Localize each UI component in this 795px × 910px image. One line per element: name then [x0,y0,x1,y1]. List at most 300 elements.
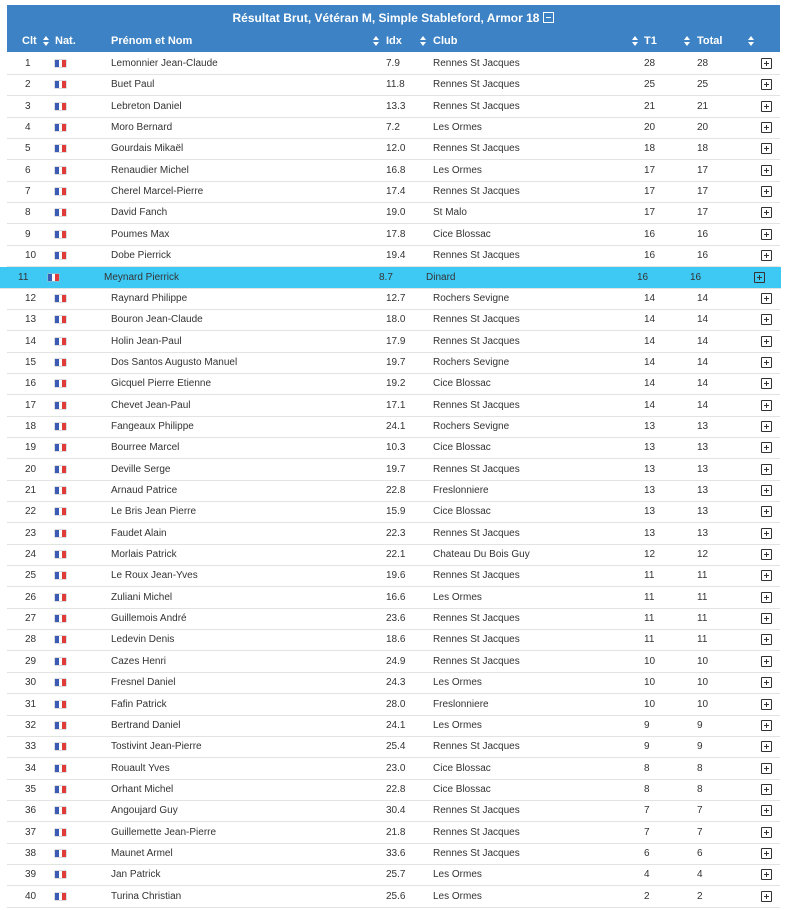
club-cell: Dinard [426,271,456,283]
t1-score-cell: 11 [644,634,655,646]
table-row[interactable] [7,459,780,481]
plus-square-icon[interactable] [761,314,772,325]
table-row[interactable] [7,74,780,96]
club-cell: Les Ormes [433,677,482,689]
player-name-cell: Renaudier Michel [111,164,189,176]
total-score-cell: 16 [690,271,702,283]
t1-score-cell: 16 [644,228,656,240]
france-flag-icon [55,871,66,878]
club-cell: Cice Blossac [433,762,491,774]
club-cell: Les Ormes [433,122,482,134]
france-flag-icon [55,786,66,793]
france-flag-icon [55,658,66,665]
index-cell: 25.4 [386,741,406,753]
table-row[interactable] [7,886,780,908]
rank-cell: 1 [25,58,31,69]
club-cell: Rennes St Jacques [433,805,520,817]
rank-cell: 33 [25,741,37,753]
france-flag-icon [55,594,66,601]
plus-square-icon[interactable] [761,827,772,838]
sort-total-icon[interactable] [748,36,754,46]
total-score-cell: 11 [697,634,708,646]
player-name-cell: Dobe Pierrick [111,250,172,262]
index-cell: 19.2 [386,378,406,390]
player-name-cell: Le Roux Jean-Yves [111,570,198,582]
rank-cell: 11 [18,271,29,283]
t1-score-cell: 4 [644,869,650,881]
rank-cell: 25 [25,570,37,582]
index-cell: 19.4 [386,250,406,262]
player-name-cell: Bouron Jean-Claude [111,314,203,326]
plus-square-icon[interactable] [761,165,772,176]
player-name-cell: Tostivint Jean-Pierre [111,741,202,753]
player-name-cell: Gourdais Mikaël [111,143,184,155]
plus-square-icon[interactable] [761,656,772,667]
player-name-cell: Turina Christian [111,890,182,902]
rank-cell: 32 [25,719,37,731]
index-cell: 15.9 [386,506,406,518]
index-cell: 25.6 [386,890,406,902]
france-flag-icon [55,722,66,729]
club-cell: Rennes St Jacques [433,143,520,155]
table-row[interactable] [7,437,780,459]
header-nat: Nat. [55,35,76,47]
index-cell: 22.3 [386,527,406,539]
player-name-cell: Orhant Michel [111,783,174,795]
table-row[interactable] [7,715,780,737]
table-row[interactable] [7,758,780,780]
club-cell: Rennes St Jacques [433,655,520,667]
index-cell: 25.7 [386,869,406,881]
france-flag-icon [55,338,66,345]
plus-square-icon[interactable] [761,122,772,133]
plus-square-icon[interactable] [761,699,772,710]
rank-cell: 22 [25,506,37,518]
index-cell: 21.8 [386,826,406,838]
table-row[interactable] [7,694,780,716]
rank-cell: 7 [25,186,31,198]
club-cell: Freslonniere [433,698,489,710]
club-cell: St Malo [433,207,467,219]
total-score-cell: 9 [697,741,703,753]
player-name-cell: Fangeaux Philippe [111,420,194,432]
plus-square-icon[interactable] [761,549,772,560]
total-score-cell: 11 [697,613,708,625]
plus-square-icon[interactable] [761,186,772,197]
france-flag-icon [55,444,66,451]
header-idx[interactable]: Idx [386,35,402,47]
france-flag-icon [55,530,66,537]
t1-score-cell: 11 [644,570,655,582]
t1-score-cell: 16 [644,250,656,262]
index-cell: 24.1 [386,719,406,731]
plus-square-icon[interactable] [761,613,772,624]
plus-square-icon[interactable] [761,101,772,112]
club-cell: Rochers Sevigne [433,356,510,368]
table-row[interactable] [7,544,780,566]
results-title: Résultat Brut, Vétéran M, Simple Stableford, Armor 18 [232,10,540,25]
club-cell: Rennes St Jacques [433,314,520,326]
france-flag-icon [55,145,66,152]
plus-square-icon[interactable] [761,720,772,731]
france-flag-icon [48,274,59,281]
rank-cell: 13 [25,314,37,326]
table-row[interactable] [7,672,780,694]
table-row[interactable] [7,864,780,886]
table-row[interactable] [7,53,780,75]
plus-square-icon[interactable] [761,784,772,795]
club-cell: Rennes St Jacques [433,100,520,112]
france-flag-icon [55,81,66,88]
club-cell: Les Ormes [433,719,482,731]
plus-square-icon[interactable] [761,378,772,389]
club-cell: Rennes St Jacques [433,570,520,582]
plus-square-icon[interactable] [761,229,772,240]
france-flag-icon [55,402,66,409]
t1-score-cell: 13 [644,442,656,454]
player-name-cell: Bertrand Daniel [111,719,181,731]
table-row[interactable] [7,352,780,374]
rank-cell: 20 [25,463,37,475]
t1-score-cell: 9 [644,719,650,731]
rank-cell: 8 [25,207,31,219]
table-row[interactable] [7,843,780,865]
t1-score-cell: 10 [644,655,656,667]
total-score-cell: 20 [697,122,709,134]
table-row[interactable] [7,117,780,139]
player-name-cell: Cazes Henri [111,655,167,667]
plus-square-icon[interactable] [761,891,772,902]
club-cell: Rennes St Jacques [433,527,520,539]
total-score-cell: 14 [697,399,709,411]
table-row[interactable] [7,800,780,822]
france-flag-icon [55,103,66,110]
table-row[interactable] [7,565,780,587]
total-score-cell: 2 [697,890,703,902]
t1-score-cell: 11 [644,613,655,625]
table-row[interactable] [7,181,780,203]
plus-square-icon[interactable] [754,272,765,283]
rank-cell: 39 [25,869,37,881]
player-name-cell: Meynard Pierrick [104,271,180,283]
total-score-cell: 21 [697,100,709,112]
france-flag-icon [55,679,66,686]
club-cell: Cice Blossac [433,228,491,240]
table-row[interactable] [7,202,780,224]
plus-square-icon[interactable] [761,634,772,645]
rank-cell: 6 [25,164,31,176]
france-flag-icon [55,252,66,259]
player-name-cell: Buet Paul [111,79,155,91]
france-flag-icon [55,167,66,174]
france-flag-icon [55,829,66,836]
total-score-cell: 13 [697,506,709,518]
table-row[interactable] [7,331,780,353]
player-name-cell: Jan Patrick [111,869,161,881]
france-flag-icon [55,765,66,772]
plus-square-icon[interactable] [761,869,772,880]
index-cell: 17.9 [386,335,406,347]
index-cell: 22.8 [386,783,406,795]
table-row[interactable] [7,395,780,417]
plus-square-icon[interactable] [761,570,772,581]
plus-square-icon[interactable] [761,143,772,154]
rank-cell: 9 [25,228,31,240]
sort-rank-icon[interactable] [43,36,49,46]
t1-score-cell: 13 [644,527,656,539]
rank-cell: 15 [25,356,37,368]
rank-cell: 16 [25,378,37,390]
plus-square-icon[interactable] [761,207,772,218]
player-name-cell: Gicquel Pierre Etienne [111,378,212,390]
total-score-cell: 10 [697,698,709,710]
t1-score-cell: 13 [644,485,656,496]
index-cell: 19.6 [386,570,406,582]
total-score-cell: 10 [697,677,709,689]
sort-name-icon[interactable] [373,36,379,46]
index-cell: 13.3 [386,100,406,112]
t1-score-cell: 14 [644,399,656,411]
index-cell: 18.6 [386,634,406,646]
player-name-cell: Cherel Marcel-Pierre [111,186,204,198]
plus-square-icon[interactable] [761,58,772,69]
club-cell: Rennes St Jacques [433,634,520,646]
table-row[interactable] [7,822,780,844]
index-cell: 17.8 [386,228,406,240]
player-name-cell: Holin Jean-Paul [111,335,182,347]
total-score-cell: 13 [697,527,709,539]
t1-score-cell: 9 [644,741,650,753]
france-flag-icon [55,572,66,579]
index-cell: 16.6 [386,591,406,603]
france-flag-icon [55,508,66,515]
sort-idx-icon[interactable] [420,36,426,46]
index-cell: 24.3 [386,677,406,689]
club-cell: Les Ormes [433,164,482,176]
france-flag-icon [55,231,66,238]
t1-score-cell: 25 [644,79,656,91]
index-cell: 22.1 [386,549,406,561]
t1-score-cell: 10 [644,698,656,710]
france-flag-icon [55,188,66,195]
sort-club-icon[interactable] [632,36,638,46]
index-cell: 17.4 [386,186,406,198]
index-cell: 12.7 [386,292,406,304]
total-score-cell: 25 [697,79,709,91]
plus-square-icon[interactable] [761,528,772,539]
player-name-cell: Fresnel Daniel [111,677,176,689]
club-cell: Rennes St Jacques [433,186,520,198]
plus-square-icon[interactable] [761,464,772,475]
rank-cell: 5 [25,143,31,155]
t1-score-cell: 8 [644,783,650,795]
t1-score-cell: 16 [637,271,649,283]
plus-square-icon[interactable] [761,848,772,859]
index-cell: 16.8 [386,164,406,176]
plus-square-icon[interactable] [761,506,772,517]
t1-score-cell: 7 [644,826,650,838]
plus-square-icon[interactable] [761,336,772,347]
plus-square-icon[interactable] [761,805,772,816]
plus-square-icon[interactable] [761,485,772,496]
table-row[interactable] [7,309,780,331]
player-name-cell: Fafin Patrick [111,698,167,710]
table-row[interactable] [7,245,780,267]
player-name-cell: Deville Serge [111,463,171,475]
plus-square-icon[interactable] [761,677,772,688]
rank-cell: 30 [25,677,37,689]
table-row[interactable] [7,736,780,758]
player-name-cell: Dos Santos Augusto Manuel [111,356,238,368]
club-cell: Rennes St Jacques [433,463,520,475]
club-cell: Rennes St Jacques [433,58,520,69]
index-cell: 7.2 [386,122,400,134]
rank-cell: 21 [25,485,37,496]
index-cell: 10.3 [386,442,406,454]
table-row[interactable] [7,138,780,160]
club-cell: Rennes St Jacques [433,399,520,411]
table-row[interactable] [7,160,780,182]
total-score-cell: 16 [697,228,709,240]
t1-score-cell: 14 [644,335,656,347]
rank-cell: 14 [25,335,37,347]
player-name-cell: Guillemette Jean-Pierre [111,826,217,838]
france-flag-icon [55,487,66,494]
plus-square-icon[interactable] [761,763,772,774]
player-name-cell: Le Bris Jean Pierre [111,506,197,518]
sort-t1-icon[interactable] [684,36,690,46]
france-flag-icon [55,209,66,216]
rank-cell: 19 [25,442,37,454]
header-name[interactable]: Prénom et Nom [111,35,193,47]
france-flag-icon [55,423,66,430]
table-row[interactable] [7,608,780,630]
france-flag-icon [55,615,66,622]
player-name-cell: Morlais Patrick [111,549,177,561]
total-score-cell: 17 [697,207,709,219]
t1-score-cell: 17 [644,207,656,219]
rank-cell: 2 [25,79,31,91]
plus-square-icon[interactable] [761,400,772,411]
table-row[interactable] [7,288,780,310]
t1-score-cell: 12 [644,549,656,561]
header-t1[interactable]: T1 [644,35,657,47]
t1-score-cell: 13 [644,463,656,475]
france-flag-icon [55,807,66,814]
rank-cell: 38 [25,847,37,859]
table-header [7,30,780,52]
club-cell: Les Ormes [433,869,482,881]
plus-square-icon[interactable] [761,592,772,603]
total-score-cell: 17 [697,164,709,176]
club-cell: Freslonniere [433,485,489,496]
index-cell: 30.4 [386,805,406,817]
total-score-cell: 14 [697,335,709,347]
index-cell: 28.0 [386,698,406,710]
rank-cell: 17 [25,399,37,411]
index-cell: 11.8 [386,79,405,91]
t1-score-cell: 28 [644,58,656,69]
player-name-cell: Faudet Alain [111,527,167,539]
table-row[interactable] [0,267,781,289]
club-cell: Chateau Du Bois Guy [433,549,530,561]
results-panel [7,5,780,52]
player-name-cell: Lemonnier Jean-Claude [111,58,218,69]
total-score-cell: 14 [697,292,709,304]
club-cell: Rennes St Jacques [433,847,520,859]
total-score-cell: 14 [697,314,709,326]
minus-square-icon[interactable] [543,12,554,23]
player-name-cell: Rouault Yves [111,762,170,774]
total-score-cell: 8 [697,762,703,774]
club-cell: Rochers Sevigne [433,420,510,432]
table-row[interactable] [7,587,780,609]
plus-square-icon[interactable] [761,442,772,453]
club-cell: Cice Blossac [433,378,491,390]
total-score-cell: 17 [697,186,709,198]
index-cell: 18.0 [386,314,406,326]
table-row[interactable] [7,224,780,246]
france-flag-icon [55,636,66,643]
table-row[interactable] [7,416,780,438]
plus-square-icon[interactable] [761,421,772,432]
player-name-cell: Maunet Armel [111,847,173,859]
france-flag-icon [55,295,66,302]
rank-cell: 4 [25,122,31,134]
club-cell: Rennes St Jacques [433,79,520,91]
plus-square-icon[interactable] [761,293,772,304]
table-row[interactable] [7,651,780,673]
rank-cell: 26 [25,591,37,603]
player-name-cell: Poumes Max [111,228,170,240]
total-score-cell: 8 [697,783,703,795]
table-row[interactable] [7,523,780,545]
plus-square-icon[interactable] [761,357,772,368]
club-cell: Cice Blossac [433,442,491,454]
table-row[interactable] [7,501,780,523]
table-row[interactable] [7,779,780,801]
rank-cell: 29 [25,655,37,667]
plus-square-icon[interactable] [761,250,772,261]
header-total[interactable]: Total [697,35,723,47]
total-score-cell: 13 [697,485,709,496]
player-name-cell: Chevet Jean-Paul [111,399,191,411]
table-row[interactable] [7,373,780,395]
france-flag-icon [55,850,66,857]
index-cell: 19.0 [386,207,406,219]
table-row[interactable] [7,629,780,651]
index-cell: 17.1 [386,399,406,411]
index-cell: 24.1 [386,420,406,432]
total-score-cell: 13 [697,420,709,432]
plus-square-icon[interactable] [761,79,772,90]
total-score-cell: 7 [697,826,703,838]
table-row[interactable] [7,96,780,118]
t1-score-cell: 13 [644,420,656,432]
total-score-cell: 12 [697,549,709,561]
player-name-cell: Zuliani Michel [111,591,173,603]
table-row[interactable] [7,480,780,502]
index-cell: 23.0 [386,762,406,774]
france-flag-icon [55,551,66,558]
total-score-cell: 18 [697,143,709,155]
header-club[interactable]: Club [433,35,458,47]
plus-square-icon[interactable] [761,741,772,752]
rank-cell: 23 [25,527,37,539]
index-cell: 33.6 [386,847,406,859]
header-rank[interactable]: Clt [22,35,37,47]
rank-cell: 35 [25,783,37,795]
